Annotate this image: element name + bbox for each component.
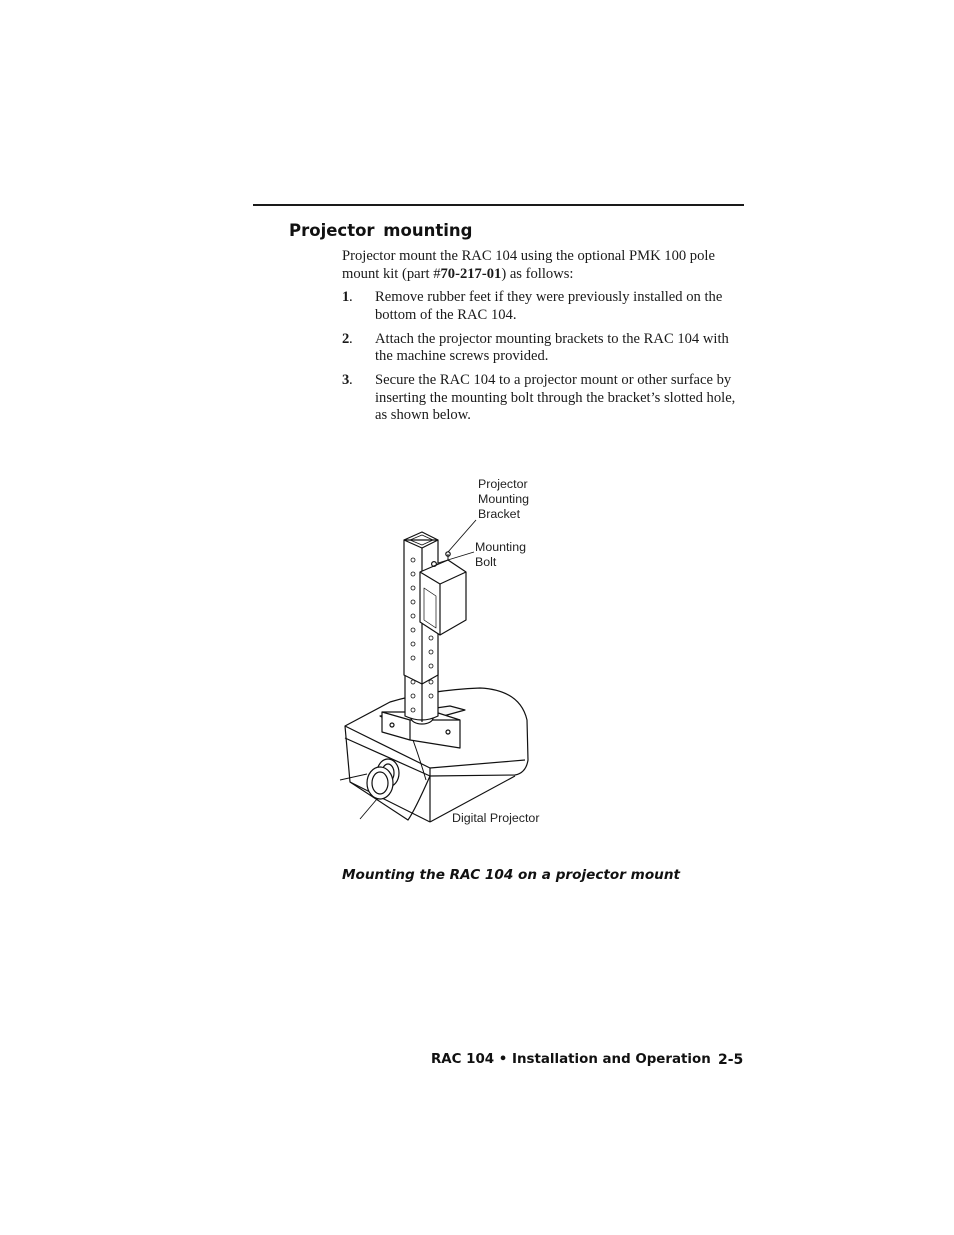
header-rule: [253, 204, 744, 206]
label-projector-mounting-bracket: Projector Mounting Bracket: [478, 477, 529, 521]
step-text: Attach the projector mounting brackets to the RAC 104 with the machine screws provided.: [375, 330, 729, 364]
step-text: Secure the RAC 104 to a projector mount or other surface by inserting the mounting bolt through the bracket’s slotted hole, as shown below.: [375, 372, 736, 423]
intro-suffix: ) as follows:: [501, 265, 574, 282]
section-heading: Projector mounting: [289, 221, 473, 240]
intro-prefix: Projector mount the RAC 104 using the optional PMK 100 pole mount kit (part #: [342, 248, 715, 282]
projector-mount-illustration: [330, 470, 560, 835]
step-number: 1: [342, 289, 350, 305]
list-item: 3 . Secure the RAC 104 to a projector mount or other surface by inserting the mounting bolt through the bracket’s slotted hole, as shown below.: [342, 372, 736, 423]
list-item: 1 . Remove rubber feet if they were previously installed on the bottom of the RAC 104.: [342, 289, 723, 323]
figure-caption: Mounting the RAC 104 on a projector mount: [342, 867, 681, 883]
steps-list: [342, 289, 742, 431]
step-number: 3: [342, 372, 350, 388]
label-digital-projector: Digital Projector: [452, 811, 540, 825]
list-item: 2 . Attach the projector mounting brackets to the RAC 104 with the machine screws provided.: [342, 330, 729, 364]
step-number: 2: [342, 330, 350, 347]
intro-paragraph: [342, 248, 742, 283]
mounting-figure: [330, 470, 560, 835]
footer-title: RAC 104 • Installation and Operation: [431, 1052, 711, 1067]
step-text: Remove rubber feet if they were previously installed on the bottom of the RAC 104.: [375, 289, 723, 323]
page-number: 2-5: [718, 1052, 744, 1068]
label-mounting-bolt: Mounting Bolt: [475, 540, 526, 569]
part-number: 70-217-01: [440, 265, 502, 282]
